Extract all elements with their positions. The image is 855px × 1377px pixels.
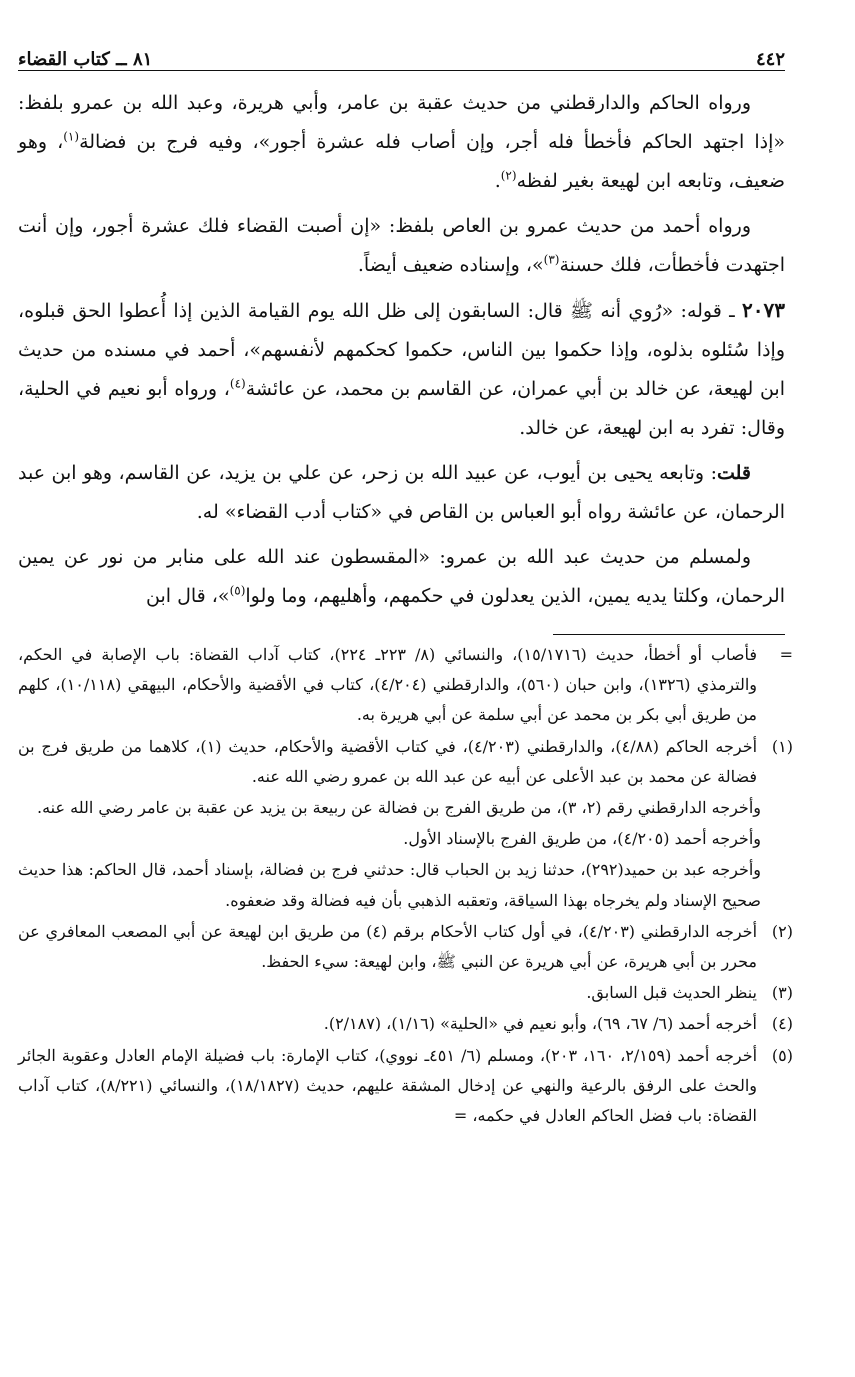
paragraph-2-text: ورواه أحمد من حديث عمرو بن العاص بلفظ: «إن أصبت القضاء فلك عشرة أجور، وإن أنت اجتهدت فأخطأت، فلك حسنة	[18, 215, 785, 276]
footnote-ref-1: (١)	[63, 129, 80, 144]
footnote-3-text: ينظر الحديث قبل السابق.	[586, 983, 757, 1003]
paragraph-2	[18, 207, 785, 285]
footnote-2	[18, 917, 793, 977]
footnote-ref-2: (٢)	[500, 168, 517, 183]
hadith-text: ـ قوله: «رُوي أنه ﷺ قال: السابقون إلى ظل الله يوم القيامة الذين إذا أُعطوا الحق قبلوه، وإذا سُئلوه بذلوه، وإذا حكموا بين الناس، حكموا كحكمهم لأنفسهم»، أحمد في مسنده من حديث ابن لهيعة، عن خالد بن أبي عمران، عن القاسم بن محمد، عن عائشة	[18, 300, 785, 400]
paragraph-5-text: ولمسلم من حديث عبد الله بن عمرو: «المقسطون عند الله على منابر من نور عن يمين الرحمان، وكلتا يديه يمين، الذين يعدلون في حكمهم، وأهليهم، وما ولوا	[18, 546, 785, 607]
footnote-4-text: أخرجه أحمد (٦/ ٦٧، ٦٩)، وأبو نعيم في «الحلية» (١/١٦)، (٢/١٨٧).	[323, 1014, 757, 1034]
hadith-2073	[18, 291, 785, 448]
qult-label: قلت	[716, 462, 751, 484]
continuation-text: فأصاب أو أخطأ، حديث (١٥/١٧١٦)، والنسائي (٨/ ٢٢٣ـ ٢٢٤)، كتاب آداب القضاة: باب الإصابة في الحكم، والترمذي (١٣٢٦)، وابن حبان (٥٦٠)، والدارقطني (٤/٢٠٤)، كتاب في الأقضية والأحكام، البيهقي (١٠/١١٨)، كلهم من طريق أبي بكر بن محمد عن أبي سلمة عن أبي هريرة به.	[18, 645, 757, 725]
footnote-1-d: وأخرجه عبد بن حميد(٢٩٢)، حدثنا زيد بن الحباب قال: حدثني فرج بن فضالة، بإسناد أحمد، قال الحاكم: هذا حديث صحيح الإسناد ولم يخرجاه بهذا السياقة، وتعقبه الذهبي بأن فيه فضالة وقد ضعفوه.	[18, 860, 762, 910]
paragraph-5	[18, 538, 785, 616]
footnote-5-body: أخرجه أحمد (٢/١٥٩، ١٦٠، ٢٠٣)، ومسلم (٦/ ٤٥١ـ نووي)، كتاب الإمارة: باب فضيلة الإمام العادل وعقوبة الجائر والحث على الرفق بالرعية والنهي عن إدخال المشقة عليهم، حديث (١٨/١٨٢٧)، والنسائي (٨/٢٢١)، كتاب آداب القضاة: باب فضل الحاكم العادل في حكمه،	[18, 1045, 758, 1126]
footnote-separator	[553, 634, 785, 635]
paragraph-qult	[18, 454, 785, 532]
hadith-number: ٢٠٧٣	[742, 298, 785, 322]
footnotes	[18, 640, 793, 1132]
page-number: ٤٤٢	[755, 49, 785, 70]
footnote-5-mark: (٥)	[771, 1045, 793, 1065]
end-continuation-mark: =	[453, 1106, 468, 1126]
footnote-1	[18, 732, 793, 792]
footnote-4	[18, 1009, 793, 1039]
qult-text: : وتابعه يحيى بن أيوب، عن عبيد الله بن زحر، عن علي بن يزيد، عن القاسم، وهو ابن عبد الرحمان، عن عائشة رواه أبو العباس بن القاص في «كتاب أدب القضاء» له.	[18, 462, 785, 523]
footnote-2-mark: (٢)	[771, 921, 793, 941]
footnote-5	[18, 1041, 793, 1132]
running-title: ٨١ ــ كتاب القضاء	[18, 49, 153, 70]
paragraph-1-middle: ، وهو ضعيف، وتابعه ابن لهيعة بغير لفظه	[18, 131, 785, 192]
footnote-5-text	[18, 1041, 757, 1132]
main-text	[18, 84, 785, 622]
paragraph-2-end: »، وإسناده ضعيف أيضاً.	[357, 254, 544, 276]
footnote-1-b: وأخرجه الدارقطني رقم (٢، ٣)، من طريق الفرج بن فضالة عن ربيعة بن يزيد عن عقبة بن عامر رضي الله عنه.	[36, 798, 761, 818]
footnote-2-text: أخرجه الدارقطني (٤/٢٠٣)، في أول كتاب الأحكام برقم (٤) من طريق ابن لهيعة عن أبي المصعب المعافري عن محرر بن أبي هريرة، عن أبي هريرة عن النبي ﷺ، وابن لهيعة: سيء الحفظ.	[18, 921, 758, 972]
footnote-ref-5: (٥)	[229, 583, 246, 598]
footnote-3-mark: (٣)	[771, 983, 793, 1003]
footnote-3	[18, 978, 793, 1008]
paragraph-5-end: »، قال ابن	[146, 585, 230, 607]
footnote-1-c: وأخرجه أحمد (٤/٢٠٥)، من طريق الفرج بالإسناد الأول.	[403, 829, 761, 849]
footnote-ref-3: (٣)	[543, 252, 560, 267]
footnote-1-mark: (١)	[771, 736, 793, 756]
page-header	[18, 38, 785, 71]
paragraph-1-text: ورواه الحاكم والدارقطني من حديث عقبة بن عامر، وأبي هريرة، وعبد الله بن عمرو بلفظ: «إذا اجتهد الحاكم فأخطأ فله أجر، وإن أصاب فله عشرة أجور»، وفيه فرج بن فضالة	[18, 92, 785, 153]
footnote-1-text: أخرجه الحاكم (٤/٨٨)، والدارقطني (٤/٢٠٣)، في كتاب الأقضية والأحكام، حديث (١)، كلاهما من طريق فرج بن فضالة عن محمد بن عبد الأعلى عن أبيه عن عبد الله بن عمرو رضي الله عنه.	[18, 736, 758, 786]
paragraph-1-end: .	[494, 170, 501, 192]
footnote-4-mark: (٤)	[771, 1014, 793, 1034]
footnote-continuation	[18, 640, 793, 731]
footnote-ref-4: (٤)	[229, 376, 246, 391]
paragraph-1	[18, 84, 785, 201]
continuation-mark: =	[779, 645, 793, 664]
hadith-text-end: ، ورواه أبو نعيم في الحلية، وقال: تفرد به ابن لهيعة، عن خالد.	[18, 378, 785, 439]
